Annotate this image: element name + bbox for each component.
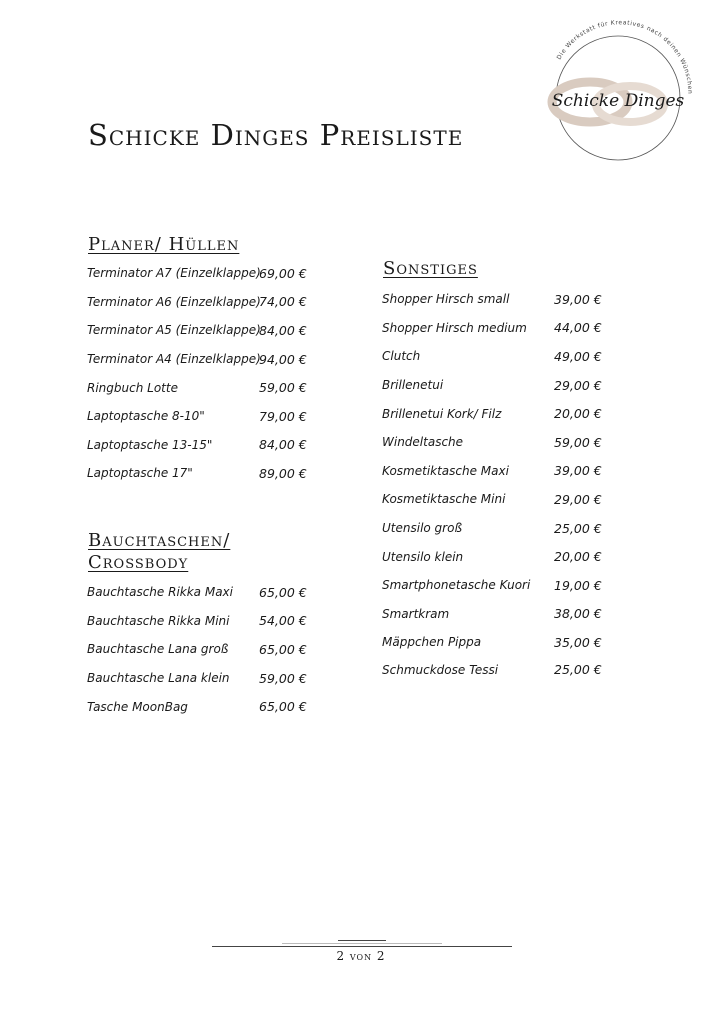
- item-name: Utensilo groß: [382, 521, 463, 536]
- list-item: [382, 657, 602, 683]
- item-price: 25,00 €: [554, 662, 602, 678]
- item-name: Ringbuch Lotte: [87, 380, 178, 395]
- list-item: [87, 578, 307, 607]
- page-title: Schicke Dinges Preisliste: [88, 118, 464, 152]
- list-item: [87, 692, 307, 721]
- list-item: [382, 542, 602, 571]
- list-item: [382, 371, 602, 400]
- page-number: 2 von 2: [336, 949, 386, 963]
- item-name: Bauchtasche Rikka Maxi: [87, 585, 233, 600]
- list-item: [382, 600, 602, 629]
- item-name: Terminator A5 (Einzelklappe): [87, 323, 261, 338]
- section-heading-sonstiges: Sonstiges: [383, 258, 478, 279]
- item-name: Laptoptasche 17": [87, 466, 193, 481]
- item-name: Terminator A6 (Einzelklappe): [87, 294, 261, 309]
- item-price: 25,00 €: [554, 520, 602, 536]
- footer-divider: [212, 946, 512, 947]
- item-price: 59,00 €: [259, 380, 307, 396]
- list-item: [87, 635, 307, 664]
- item-name: Tasche MoonBag: [87, 699, 188, 714]
- item-name: Terminator A7 (Einzelklappe): [87, 266, 261, 281]
- item-name: Shopper Hirsch medium: [382, 320, 527, 335]
- section-heading-bauchtaschen: [88, 530, 230, 574]
- list-item: [87, 288, 307, 317]
- list-item: [382, 399, 602, 428]
- list-item: [87, 316, 307, 345]
- item-price: 59,00 €: [259, 670, 307, 686]
- list-item: [87, 373, 307, 402]
- brand-logo: [530, 20, 702, 170]
- item-name: Shopper Hirsch small: [382, 292, 510, 307]
- item-name: Schmuckdose Tessi: [382, 662, 499, 677]
- list-item: [382, 285, 602, 314]
- list-item: [382, 485, 602, 514]
- list-item: [382, 457, 602, 486]
- list-item: [87, 664, 307, 693]
- logo-wordmark: Schicke Dinges: [551, 91, 685, 111]
- heading-line: Bauchtaschen/: [88, 530, 231, 551]
- item-name: Kosmetiktasche Mini: [382, 492, 506, 507]
- item-price: 20,00 €: [554, 406, 602, 422]
- item-price: 69,00 €: [259, 265, 307, 281]
- item-price: 19,00 €: [554, 577, 602, 593]
- item-price: 74,00 €: [259, 294, 307, 310]
- item-price: 89,00 €: [259, 465, 307, 481]
- price-list-bauchtaschen: [87, 578, 307, 721]
- item-price: 49,00 €: [554, 348, 602, 364]
- item-name: Kosmetiktasche Maxi: [382, 463, 509, 478]
- item-price: 94,00 €: [259, 351, 307, 367]
- item-price: 29,00 €: [554, 491, 602, 507]
- list-item: [87, 259, 307, 288]
- item-name: Utensilo klein: [382, 549, 464, 564]
- list-item: [87, 607, 307, 636]
- footer-divider-short: [282, 943, 442, 944]
- item-name: Brillenetui Kork/ Filz: [382, 406, 502, 421]
- item-name: Bauchtasche Lana groß: [87, 642, 229, 657]
- footer-divider-accent: [338, 940, 386, 941]
- item-price: 65,00 €: [259, 641, 307, 657]
- list-item: [382, 571, 602, 600]
- list-item: [382, 342, 602, 371]
- item-name: Windeltasche: [382, 435, 464, 450]
- heading-line: Crossbody: [88, 552, 189, 573]
- item-name: Terminator A4 (Einzelklappe): [87, 352, 261, 367]
- item-name: Laptoptasche 8-10": [87, 409, 205, 424]
- list-item: [382, 628, 602, 657]
- item-price: 84,00 €: [259, 322, 307, 338]
- item-price: 38,00 €: [554, 606, 602, 622]
- item-price: 35,00 €: [554, 634, 602, 650]
- list-item: [87, 345, 307, 374]
- item-name: Clutch: [382, 349, 421, 364]
- item-price: 20,00 €: [554, 549, 602, 565]
- item-name: Laptoptasche 13-15": [87, 437, 213, 452]
- item-price: 39,00 €: [554, 291, 602, 307]
- item-price: 44,00 €: [554, 320, 602, 336]
- item-price: 84,00 €: [259, 437, 307, 453]
- item-price: 65,00 €: [259, 584, 307, 600]
- list-item: [382, 314, 602, 343]
- item-price: 54,00 €: [259, 613, 307, 629]
- item-price: 79,00 €: [259, 408, 307, 424]
- item-name: Brillenetui: [382, 378, 444, 393]
- item-name: Smartphonetasche Kuori: [382, 578, 531, 593]
- logo-tagline: Die Werkstatt für Kreatives nach deinen Wünschen: [555, 20, 694, 95]
- list-item: [87, 402, 307, 431]
- list-item: [382, 428, 602, 457]
- item-name: Smartkram: [382, 606, 450, 621]
- item-price: 39,00 €: [554, 463, 602, 479]
- price-list-sonstiges: [382, 285, 602, 683]
- item-name: Bauchtasche Rikka Mini: [87, 613, 230, 628]
- list-item: [87, 459, 307, 488]
- item-name: Mäppchen Pippa: [382, 635, 482, 650]
- price-list-planer: [87, 259, 307, 488]
- section-heading-planer: Planer/ Hüllen: [88, 234, 240, 255]
- list-item: [382, 514, 602, 543]
- item-name: Bauchtasche Lana klein: [87, 671, 230, 686]
- item-price: 29,00 €: [554, 377, 602, 393]
- item-price: 65,00 €: [259, 699, 307, 715]
- item-price: 59,00 €: [554, 434, 602, 450]
- list-item: [87, 431, 307, 460]
